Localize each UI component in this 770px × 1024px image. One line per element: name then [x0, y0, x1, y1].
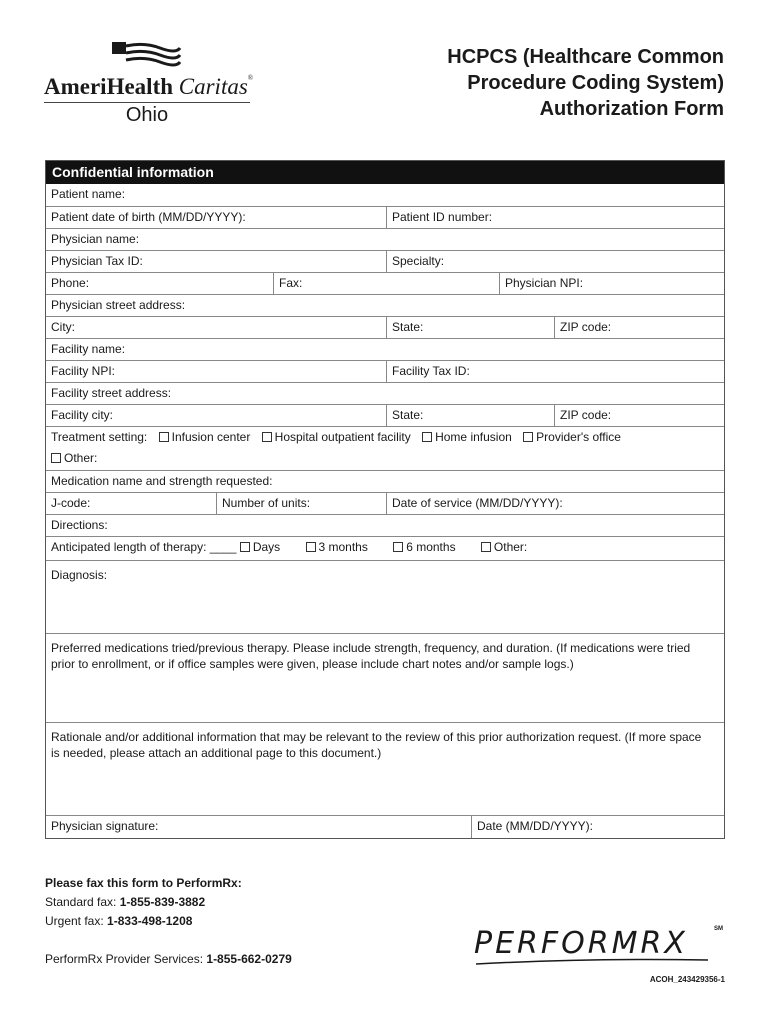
physician-tax-row — [46, 250, 724, 272]
document-id: ACOH_243429356-1 — [649, 975, 725, 984]
rationale-field[interactable]: Rationale and/or additional information that may be relevant to the review of this prior authorization request. (If more space is needed, please attach an additional page to this document.) — [51, 730, 702, 760]
home-infusion-option[interactable]: Home infusion — [422, 430, 512, 444]
facility-npi-field[interactable]: Facility NPI: — [51, 364, 116, 378]
six-months-option[interactable]: 6 months — [393, 540, 455, 554]
provider-services-number: 1-855-662-0279 — [206, 952, 292, 966]
hospital-outpatient-option[interactable]: Hospital outpatient facility — [262, 430, 411, 444]
city-row — [46, 316, 724, 338]
physician-name-row — [46, 228, 724, 250]
facility-city-field[interactable]: Facility city: — [51, 408, 114, 422]
state-field[interactable]: State: — [386, 317, 554, 338]
treatment-setting-row — [46, 426, 724, 470]
patient-name-field[interactable]: Patient name: — [51, 187, 126, 201]
therapy-length-label: Anticipated length of therapy: ____ — [51, 540, 237, 554]
physician-name-field[interactable]: Physician name: — [51, 232, 140, 246]
facility-state-field[interactable]: State: — [386, 405, 554, 426]
medication-row — [46, 470, 724, 492]
urgent-fax-number: 1-833-498-1208 — [107, 914, 193, 928]
facility-name-field[interactable]: Facility name: — [51, 342, 126, 356]
fax-field[interactable]: Fax: — [273, 273, 499, 294]
therapy-length-field — [46, 537, 724, 560]
performrx-logo — [470, 920, 730, 970]
facility-npi-row — [46, 360, 724, 382]
preferred-medications-field[interactable]: Preferred medications tried/previous therapy. Please include strength, frequency, and duration. (If medications were tried prior to enrollment, or if office samples were given, please include chart notes and/or sample logs.) — [51, 641, 691, 671]
checkbox-icon[interactable] — [523, 432, 533, 442]
jcode-field[interactable]: J-code: — [51, 496, 91, 510]
three-months-option[interactable]: 3 months — [306, 540, 368, 554]
diagnosis-row — [46, 560, 724, 633]
physician-address-field[interactable]: Physician street address: — [51, 298, 186, 312]
directions-row — [46, 514, 724, 536]
units-field[interactable]: Number of units: — [216, 493, 386, 514]
checkbox-icon[interactable] — [240, 542, 250, 552]
facility-tax-id-field[interactable]: Facility Tax ID: — [386, 361, 724, 382]
physician-tax-id-field[interactable]: Physician Tax ID: — [51, 254, 143, 268]
section-header: Confidential information — [46, 161, 724, 184]
physician-signature-field[interactable]: Physician signature: — [51, 819, 159, 833]
facility-zip-field[interactable]: ZIP code: — [554, 405, 724, 426]
signature-row — [46, 815, 724, 838]
service-mark: SM — [714, 926, 723, 932]
standard-fax-number: 1-855-839-3882 — [119, 895, 206, 909]
directions-field[interactable]: Directions: — [51, 518, 108, 532]
therapy-length-row — [46, 536, 724, 560]
days-option[interactable]: Days — [240, 540, 280, 554]
signature-date-field[interactable]: Date (MM/DD/YYYY): — [471, 816, 724, 838]
checkbox-icon[interactable] — [422, 432, 432, 442]
phone-row — [46, 272, 724, 294]
form-title: HCPCS (Healthcare Common Procedure Coding System) Authorization Form — [447, 46, 724, 120]
checkbox-icon[interactable] — [481, 542, 491, 552]
amerihealth-caritas-logo — [44, 42, 256, 132]
facility-city-row — [46, 404, 724, 426]
patient-name-row — [46, 184, 724, 206]
phone-field[interactable]: Phone: — [51, 276, 90, 290]
facility-address-row — [46, 382, 724, 404]
zip-field[interactable]: ZIP code: — [554, 317, 724, 338]
authorization-form — [45, 160, 725, 839]
providers-office-option[interactable]: Provider's office — [523, 430, 621, 444]
checkbox-icon[interactable] — [306, 542, 316, 552]
physician-address-row — [46, 294, 724, 316]
jcode-row — [46, 492, 724, 514]
patient-dob-field[interactable]: Patient date of birth (MM/DD/YYYY): — [51, 210, 246, 224]
swoosh-icon — [470, 956, 720, 968]
logo-brand: AmeriHealth Caritas® — [44, 74, 254, 99]
logo-state: Ohio — [125, 104, 169, 126]
checkbox-icon[interactable] — [262, 432, 272, 442]
logo-divider — [44, 102, 250, 103]
flag-icon — [110, 42, 182, 72]
rationale-row — [46, 722, 724, 815]
diagnosis-field[interactable]: Diagnosis: — [51, 568, 108, 582]
fax-instruction-heading: Please fax this form to PerformRx: — [45, 876, 242, 890]
physician-npi-field[interactable]: Physician NPI: — [499, 273, 724, 294]
date-of-service-field[interactable]: Date of service (MM/DD/YYYY): — [386, 493, 724, 514]
medication-field[interactable]: Medication name and strength requested: — [51, 474, 273, 488]
checkbox-icon[interactable] — [393, 542, 403, 552]
specialty-field[interactable]: Specialty: — [386, 251, 724, 272]
facility-name-row — [46, 338, 724, 360]
other-setting-option[interactable]: Other: — [51, 451, 97, 465]
patient-id-field[interactable]: Patient ID number: — [386, 207, 724, 228]
fax-instructions: Please fax this form to PerformRx: Standard fax: 1-855-839-3882 Urgent fax: 1-833-498-1208 PerformRx Provider Services: 1-855-662-0279 — [45, 876, 292, 966]
facility-address-field[interactable]: Facility street address: — [51, 386, 172, 400]
performrx-wordmark: PERFORMRX — [474, 926, 688, 961]
treatment-setting-field — [46, 427, 724, 470]
patient-dob-row — [46, 206, 724, 228]
preferred-medications-row — [46, 633, 724, 722]
other-length-option[interactable]: Other: — [481, 540, 527, 554]
treatment-setting-label: Treatment setting: — [51, 430, 148, 444]
city-field[interactable]: City: — [51, 320, 75, 334]
checkbox-icon[interactable] — [159, 432, 169, 442]
infusion-center-option[interactable]: Infusion center — [159, 430, 251, 444]
checkbox-icon[interactable] — [51, 453, 61, 463]
